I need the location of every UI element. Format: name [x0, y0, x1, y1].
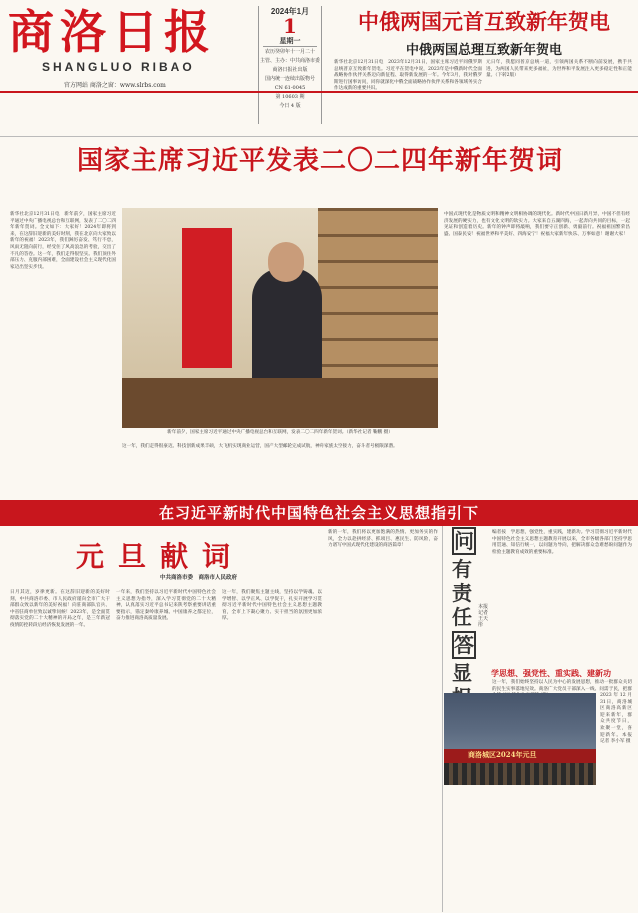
cn-label: 国内统一连续出版物号 — [264, 76, 315, 82]
editorial-col-4: 新的一年，我们将以更加饱满的热情、更加务实的作风，全力以赴拼经济、抓项目、惠民生、防风险，奋力谱写中国式现代化建设的商洛篇章！ — [328, 530, 438, 549]
divider — [0, 136, 638, 137]
photo-sign: 商洛城区2024年元旦 — [468, 750, 537, 759]
date-year: 2024年1月 — [270, 7, 310, 16]
weekday: 星期一 — [263, 37, 317, 47]
top-story-body-left: 新华社北京12月31日电 2023年12月31日，国家主席习近平同俄罗斯总统普京互致新年贺电。习近平在贺电中说，2023年是中俄新时代全面战略协作伙伴关系迈向新征程、取得新发展的一年。今年3月，我对俄罗斯进行国事访问，同你就深化中俄全面战略协作伙伴关系和各领域务实合作达成新的重要共识。 — [334, 60, 482, 92]
feature-title-b: 有责任 — [452, 557, 472, 629]
issue-number: 第 10603 期 — [275, 94, 305, 100]
date-day: 1 — [283, 14, 297, 38]
feature-title-c: 答 — [454, 633, 474, 657]
newspaper-logo: 商洛日报 — [8, 5, 216, 59]
publisher: 商洛日报社出版 — [272, 67, 308, 73]
feature-intro: 编者按 学思想，强党性，重实践，建新功。学习贯彻习近平新时代中国特色社会主义思想主题教育开展以来，全市各级各部门坚持学思用贯通、知信行统一，以问题为导向，把解决群众急难愁盼问题作为检验主题教育成效的重要标准。 — [492, 530, 632, 555]
date-block — [258, 6, 322, 124]
lead-body-right: 中国式现代化是物质文明和精神文明相协调的现代化。新时代中国日新月异，中国不但有经济发展的硬实力，也有文化文明的软实力。大家来自五湖四海，一起奔向共同的目标，一起见证和创造着历史。新年的钟声即将敲响，我们要守正创新、勇毅前行。祝福祖国繁荣昌盛、国泰民安！祝福世界和平美好、四海安宁！祝福大家新年快乐、万事如意！谢谢大家！ — [444, 212, 630, 237]
theme-banner: 在习近平新时代中国特色社会主义思想指引下 — [0, 500, 638, 526]
top-story-body-right: 元日年，我愿同普京总统一道，引领两国关系不断向前发展，携手共进，为两国人民带来更多福祉，为世界和平发展注入更多稳定性和正能量。（下转2版） — [486, 60, 632, 79]
lead-headline: 国家主席习近平发表二〇二四年新年贺词 — [76, 146, 563, 176]
feature-title-d: 显 — [452, 661, 472, 685]
feature-title-a: 问 — [454, 529, 474, 553]
photo-caption: 新年前夕，国家主席习近平通过中央广播电视总台和互联网，发表二〇二四年新年贺词。（新华社记者 鞠鹏 摄） — [167, 430, 393, 435]
feature-photo — [444, 693, 596, 785]
lead-body-left: 新华社北京12月31日电 新年前夕，国家主席习近平通过中央广播电视总台和互联网，发表了二〇二四年新年贺词。全文如下：大家好！2024年即将到来，在这辞旧迎新的美好时刻，我在北京向大家致以新年的祝福！2023年，我们踔厉奋发、笃行不怠，风雨无阻向前行，经受住了风高浪急的考验，交出了不凡的答卷。这一年，我们走得很坚实。我们顶住外部压力、克服内部困难，全面建设社会主义现代化国家迈出坚实步伐。 — [10, 212, 116, 270]
page-count: 今日 4 版 — [279, 103, 301, 109]
feature-slogan: 学思想、强党性、重实践、建新功 — [491, 668, 611, 678]
flag-icon — [182, 228, 232, 368]
editorial-title: 元旦献词 — [76, 540, 245, 573]
editorial-col-1: 日月其迈，岁律更新。在这辞旧迎新的美好时刻，中共商洛市委、市人民政府谨向全市广大干部群众致以新年的美好祝福！向驻商部队官兵、中省驻商单位致以诚挚问候！2023年，是全面贯彻落实党的二十大精神的开局之年，是三年新冠疫情防控转段后经济恢复发展的一年。 — [10, 590, 110, 628]
website-url[interactable]: 官方网站 商洛之窗：www.slrbs.com — [64, 82, 166, 89]
feature-body: 这一年，我们始终坚持以人民为中心的发展思想，推动一批群众关切的民生实事落地见效。商洛广大党员干部深入一线、问需于民，把群 — [492, 680, 632, 692]
lead-photo — [122, 208, 438, 428]
feature-bottom-body: 2023年12月31日，商洛城区商洛高新区迎来新年，群众共度节日，欢聚一堂，喜迎新年。本报记者 李小军 摄 — [600, 693, 632, 745]
cn-number: CN 61-0045 — [274, 85, 306, 91]
lunar-date: 农历癸卯年十一月二十 — [264, 49, 315, 55]
editorial-col-2: 一年来，我们坚持以习近平新时代中国特色社会主义思想为指导，深入学习贯彻党的二十大精神，认真落实习近平总书记来陕考察重要讲话重要指示，锚定秦岭康养城、中国康养之都定位，奋力推进商洛高质量发展。 — [116, 590, 216, 622]
editorial-byline: 中共商洛市委 商洛市人民政府 — [160, 575, 238, 581]
sponsor: 主管、主办：中共商洛市委 — [259, 58, 320, 64]
column-divider — [442, 526, 443, 912]
lead-body-mid: 这一年，我们走得很豪迈。科技创新成果丰硕，大飞机实现商业运营，国产大型邮轮完成试航，神舟家族太空接力，奋斗者号极限深潜。 — [122, 444, 398, 449]
editorial-col-3: 这一年，我们聚焦主题主线，坚持以学铸魂、以学增智、以学正风、以学促干，扎实开展学习贯彻习近平新时代中国特色社会主义思想主题教育，全市上下凝心聚力、实干担当的氛围更加浓厚。 — [222, 590, 322, 622]
top-story-subhead: 中俄两国总理互致新年贺电 — [405, 43, 562, 58]
top-story-headline: 中俄两国元首互致新年贺电 — [358, 9, 610, 34]
newspaper-logo-pinyin: SHANGLUO RIBAO — [42, 60, 195, 74]
feature-reporter: 本报记者 王天彤 — [478, 604, 489, 628]
